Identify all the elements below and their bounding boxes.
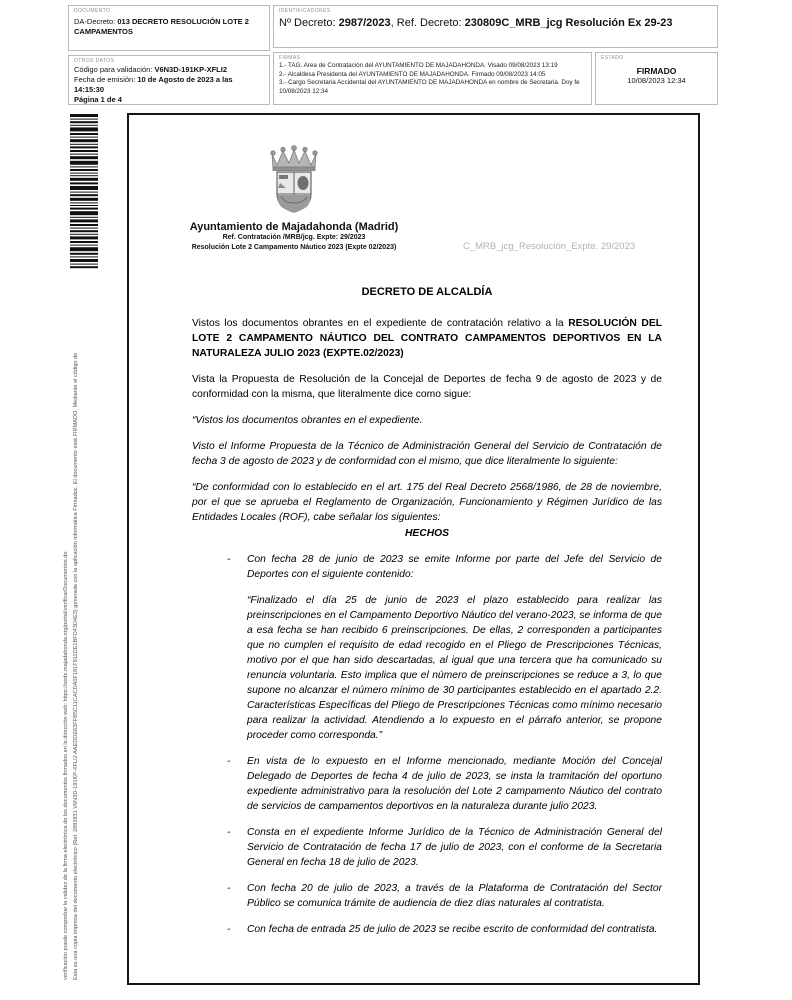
otros-datos-label: OTROS DATOS (74, 58, 115, 64)
bullet-dash: - (227, 827, 231, 838)
ref-decreto-value: 230809C_MRB_jcg Resolución Ex 29-23 (464, 17, 673, 29)
paragraph-quote-vistos: “Vistos los documentos obrantes en el expediente. (192, 415, 423, 426)
p1-normal: Vistos los documentos obrantes en el expediente de contratación relativo a la (192, 318, 569, 329)
estado-status: FIRMADO (636, 66, 677, 76)
ref-line-2: Resolución Lote 2 Campamento Náutico 2023 (Expte 02/2023) (191, 243, 397, 251)
paragraph-vista-propuesta: Vista la Propuesta de Resolución de la Concejal de Deportes de fecha 9 de agosto de 2023 y de conformidad con la misma, que literalmente dice como sigue: (192, 374, 662, 400)
bullet-dash: - (227, 756, 231, 767)
ref-line-1: Ref. Contratación /MRB/jcg. Expte: 29/2023 (222, 234, 366, 241)
otros-datos-box (68, 55, 270, 105)
num-decreto-label: Nº Decreto: (279, 17, 339, 29)
hechos-item-3-text: Consta en el expediente Informe Jurídico de la Técnico de Administración General del Servicio de Contratación de fecha 17 de julio de 2023, con el conforme de la Secretaria General en fecha 18 de julio de 2023. (247, 827, 662, 868)
documento-box (68, 5, 270, 51)
codigo-validacion (74, 65, 264, 75)
document-sheet (127, 113, 700, 985)
hechos-item-5-text: Con fecha de entrada 25 de julio de 2023 se recibe escrito de conformidad del contratista. (247, 924, 658, 935)
hechos-heading: HECHOS (404, 528, 450, 539)
hechos-item-5 (192, 922, 662, 937)
hechos-quote: “Finalizado el día 25 de junio de 2023 el plazo establecido para realizar las preinscripciones en el Campamento Deportivo Náutico del verano-2023, se informa de que a esa fecha se han recibido 6 preinscripciones. De ellas, 2 corresponden a participantes que no cumplen el requisito de edad recogido en el Pliego de Prescripciones Técnicas, motivo por el que han sido descartadas, al igual que una tercera que ha comunicado su renuncia voluntaria. Esto implica que el número de preinscripciones se reduce a 3, lo que supone no alcanzar el número mínimo de 30 participantes establecido en el apartado 2.2. Características Específicas del Pliego de Prescripciones Técnicas como mínimo necesario para realizar la actividad. Atendiendo a lo expuesto en el párrafo anterior, se propone proceder como corresponda.” (247, 595, 662, 741)
paragraph-vistos (192, 316, 662, 361)
num-decreto-value: 2987/2023 (338, 17, 391, 29)
org-name: Ayuntamiento de Majadahonda (Madrid) (189, 221, 399, 233)
bullet-dash: - (227, 554, 231, 565)
codigo-value: V6N3D-191KP-XFLI2 (154, 65, 227, 74)
estado-datetime: 10/08/2023 12:34 (627, 76, 686, 85)
file-reference-watermark: C_MRB_jcg_Resolución_Expte. 29/2023 (463, 241, 636, 252)
firma-item-2: 2.- Alcaldesa Presidenta del AYUNTAMIENTO DE MAJADAHONDA. Firmado 09/08/2023 14:05 (279, 70, 546, 78)
letterhead (159, 145, 429, 252)
codigo-label: Código para validación: (74, 65, 155, 74)
hechos-item-1-text: Con fecha 28 de junio de 2023 se emite Informe por parte del Jefe del Servicio de Deportes con el siguiente contenido: (247, 554, 662, 580)
firma-item-1: 1.- TAG. Area de Contratación del AYUNTAMIENTO DE MAJADAHONDA. Visado 09/08/2023 13:19 (279, 62, 558, 69)
firma-item-3: 3.- Cargo Secretaria Accidental del AYUNTAMIENTO DE MAJADAHONDA en nombre de Secretaria. Doy fe 10/08/2023 12:34 (279, 79, 580, 95)
bullet-dash: - (227, 924, 231, 935)
legal-vertical-text (62, 298, 84, 980)
legal-line-outer: verificación puede comprobar la validez de la firma electrónica de los documentos firmados en la dirección web: https://sede.majadahonda.org/portal/verificarDocumentos.do (63, 551, 69, 980)
coat-of-arms-icon (265, 145, 323, 213)
hechos-item-1 (192, 552, 662, 582)
pagina-indicator (74, 95, 264, 105)
pagina-value: Página 1 de 4 (74, 95, 122, 104)
paragraph-rof: “De conformidad con lo establecido en el art. 175 del Real Decreto 2568/1986, de 28 de noviembre, por el que se aprueba el Reglamento de Organización, Funcionamiento y Régimen Jurídico de las Entidades Locales (ROF), cabe señalar los siguientes: (192, 482, 662, 523)
identificadores-box (273, 5, 718, 48)
firmas-box (273, 52, 592, 105)
fecha-value: 10 de Agosto de 2023 a las 14:15:30 (74, 75, 233, 94)
document-body (192, 285, 662, 948)
legal-line-inner: Esta es una copia impresa del documento electrónico (Ref. 2883831 V6N3D-191KP-XFLI2 AAEDDE63FFB5C11CACDA0F181F911DE1BFD43D4E3) generada con la aplicación informática Firmadoc. El documento está FIRMADO. Mediante el código de (72, 352, 79, 980)
firmas-label: FIRMAS (279, 55, 301, 61)
identificadores-label: IDENTIFICADORES (279, 8, 331, 14)
document-title: DECRETO DE ALCALDÍA (361, 286, 493, 298)
p1-bold: RESOLUCIÓN DEL LOTE 2 CAMPAMENTO NÁUTICO DEL CONTRATO CAMPAMENTOS DEPORTIVOS EN LA NATURALEZA JULIO 2023 (EXPTE.02/2023) (192, 318, 662, 359)
decreto-identifier (279, 16, 712, 30)
fecha-label: Fecha de emisión: (74, 75, 138, 84)
documento-label: DOCUMENTO (74, 8, 111, 14)
hechos-item-4 (192, 881, 662, 911)
documento-value (74, 17, 264, 37)
documento-prefix: DA-Decreto: (74, 17, 118, 26)
ref-decreto-label: , Ref. Decreto: (390, 17, 465, 29)
hechos-item-2 (192, 754, 662, 814)
documento-title: 013 DECRETO RESOLUCIÓN LOTE 2 CAMPAMENTOS (74, 17, 249, 36)
hechos-item-4-text: Con fecha 20 de julio de 2023, a través de la Plataforma de Contratación del Sector Público se comunica trámite de audiencia de diez días naturales al contratista. (247, 883, 662, 909)
bullet-dash: - (227, 883, 231, 894)
paragraph-informe-propuesta: Visto el Informe Propuesta de la Técnico de Administración General del Servicio de Contratación de fecha 3 de agosto de 2023 y de conformidad con el mismo, que dice literalmente lo siguiente: (192, 441, 662, 467)
barcode (70, 114, 100, 274)
estado-box (595, 52, 718, 105)
hechos-item-2-text: En vista de lo expuesto en el Informe mencionado, mediante Moción del Concejal Delegado de Deportes de fecha 4 de julio de 2023, se insta la tramitación del oportuno expediente administrativo para la resolución del Lote 2 campamento Náutico del contrato de servicios de campamentos deportivos en la naturaleza durante julio 2023. (247, 756, 662, 812)
estado-label: ESTADO (601, 55, 624, 61)
hechos-item-3 (192, 825, 662, 870)
fecha-emision (74, 75, 264, 95)
